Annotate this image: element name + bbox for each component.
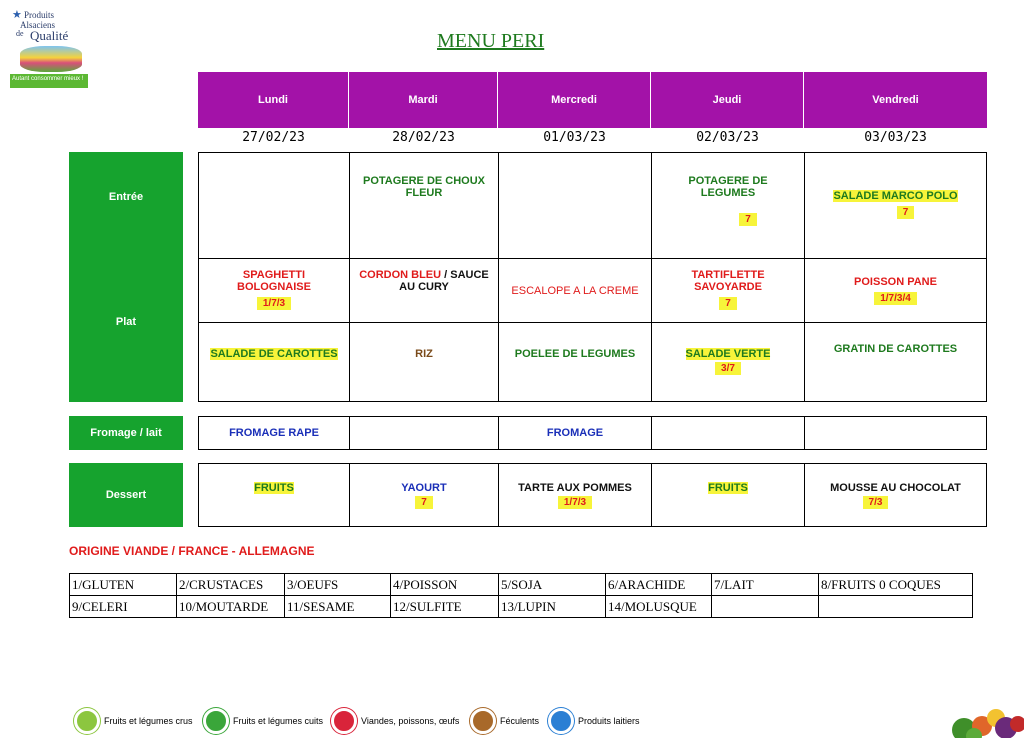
dish-name-part: SAUCE AU CURY: [399, 269, 489, 293]
dish-name: MOUSSE AU CHOCOLAT: [830, 482, 961, 494]
allergen-cell: 11/SESAME: [285, 596, 391, 618]
accompagnement-jeudi: [651, 322, 805, 402]
dessert-jeudi: [651, 463, 805, 527]
dish-name: FROMAGE: [546, 427, 604, 439]
dish-name: YAOURT: [401, 482, 447, 494]
page-title: MENU PERI: [437, 30, 545, 52]
allergen-code: 7: [739, 213, 757, 226]
legend-label: Viandes, poissons, œufs: [361, 716, 460, 726]
dessert-vendredi: [804, 463, 987, 527]
dish-name: FROMAGE RAPE: [229, 427, 319, 439]
dish-name: SPAGHETTI BOLOGNAISE: [237, 269, 311, 293]
allergen-code: 7: [719, 297, 737, 310]
allergen-cell: 12/SULFITE: [391, 596, 499, 618]
date-jeudi: 02/03/23: [696, 130, 759, 145]
allergen-cell: 3/OEUFS: [285, 574, 391, 596]
starch-icon: [470, 708, 496, 734]
date-mardi: 28/02/23: [392, 130, 455, 145]
vegetables-illustration: [944, 704, 1024, 738]
allergen-cell: 9/CELERI: [70, 596, 177, 618]
legend-label: Fruits et légumes cuits: [233, 716, 324, 726]
section-label-plat: Plat: [69, 242, 183, 402]
entree-lundi: [198, 152, 350, 259]
dish-name: [354, 269, 494, 293]
allergen-cell: 2/CRUSTACES: [177, 574, 285, 596]
legend-raw-vegetables: [74, 708, 193, 734]
accompagnement-lundi: [198, 322, 350, 402]
day-header-vendredi: Vendredi: [804, 72, 987, 128]
dish-name: FRUITS: [254, 482, 294, 494]
section-label-dessert: Dessert: [69, 463, 183, 527]
accompagnement-mardi: [349, 322, 499, 402]
accompagnement-vendredi: [804, 322, 987, 402]
accompagnement-mercredi: [498, 322, 652, 402]
table-row: [70, 596, 973, 618]
dish-name: GRATIN DE CAROTTES: [833, 343, 958, 355]
dish-name: TARTE AUX POMMES: [518, 482, 632, 494]
dairy-icon: [548, 708, 574, 734]
dish-name: POTAGERE DE LEGUMES: [688, 175, 768, 199]
allergen-cell: 8/FRUITS 0 COQUES: [819, 574, 973, 596]
allergen-cell: 6/ARACHIDE: [606, 574, 712, 596]
allergen-code: 7/3: [863, 496, 889, 509]
legend-label: Produits laitiers: [578, 716, 640, 726]
date-lundi: 27/02/23: [242, 130, 305, 145]
day-header-lundi: Lundi: [198, 72, 349, 128]
allergen-cell: 13/LUPIN: [499, 596, 606, 618]
allergen-cell: 14/MOLUSQUE: [606, 596, 712, 618]
plat-mercredi: [498, 258, 652, 323]
dish-name: POISSON PANE: [854, 276, 937, 288]
produits-alsaciens-logo: [10, 8, 88, 88]
allergen-code: 1/7/3: [257, 297, 291, 310]
section-label-fromage: Fromage / lait: [69, 416, 183, 450]
allergen-cell: 7/LAIT: [712, 574, 819, 596]
dish-name: POTAGERE DE CHOUX FLEUR: [362, 175, 486, 199]
dish-name-part: CORDON BLEU: [359, 269, 442, 281]
dessert-mardi: [349, 463, 499, 527]
logo-line-2: Alsaciens: [20, 20, 55, 30]
allergen-code: 3/7: [715, 362, 741, 375]
fromage-vendredi: [804, 416, 987, 450]
dish-name: SALADE VERTE: [685, 348, 771, 360]
table-row: [70, 574, 973, 596]
dish-name: ESCALOPE A LA CREME: [511, 284, 639, 297]
day-header-jeudi: Jeudi: [651, 72, 804, 128]
logo-field-image: [20, 46, 82, 72]
fromage-mercredi: [498, 416, 652, 450]
day-header-mardi: Mardi: [349, 72, 498, 128]
entree-jeudi: [651, 152, 805, 259]
fromage-jeudi: [651, 416, 805, 450]
allergen-table: [69, 573, 973, 618]
allergen-cell: 1/GLUTEN: [70, 574, 177, 596]
legend-starch: [470, 708, 539, 734]
plat-mardi: [349, 258, 499, 323]
allergen-code: 7: [415, 496, 433, 509]
legend-label: Fruits et légumes crus: [104, 716, 193, 726]
dish-name-separator: /: [441, 269, 451, 281]
date-vendredi: 03/03/23: [864, 130, 927, 145]
legend-label: Féculents: [500, 716, 540, 726]
logo-line-1: Produits: [24, 10, 55, 20]
fromage-lundi: [198, 416, 350, 450]
dish-name: POELEE DE LEGUMES: [514, 348, 636, 360]
section-label-entree: Entrée: [69, 152, 183, 242]
logo-line-4: Qualité: [30, 28, 69, 43]
legend-meat-fish-eggs: [331, 708, 459, 734]
star-icon: ★: [12, 9, 22, 21]
plat-jeudi: [651, 258, 805, 323]
allergen-cell: 4/POISSON: [391, 574, 499, 596]
dish-name: SALADE DE CAROTTES: [210, 348, 338, 360]
meat-fish-eggs-icon: [331, 708, 357, 734]
allergen-code: 7: [897, 206, 915, 219]
fromage-mardi: [349, 416, 499, 450]
day-header-mercredi: Mercredi: [498, 72, 651, 128]
logo-slogan: Autant consommer mieux !: [12, 76, 84, 82]
allergen-code: 1/7/3/4: [874, 292, 917, 305]
logo-line-3: de: [16, 29, 24, 38]
raw-vegetables-icon: [74, 708, 100, 734]
entree-mercredi: [498, 152, 652, 259]
cooked-vegetables-icon: [203, 708, 229, 734]
legend-dairy: [548, 708, 640, 734]
allergen-cell: [819, 596, 973, 618]
entree-vendredi: [804, 152, 987, 259]
dish-name: RIZ: [415, 348, 433, 360]
legend-cooked-vegetables: [203, 708, 323, 734]
dessert-mercredi: [498, 463, 652, 527]
dessert-lundi: [198, 463, 350, 527]
plat-vendredi: [804, 258, 987, 323]
entree-mardi: [349, 152, 499, 259]
dish-name: TARTIFLETTE SAVOYARDE: [691, 269, 765, 293]
dish-name: SALADE MARCO POLO: [833, 190, 958, 202]
origine-viande-note: ORIGINE VIANDE / FRANCE - ALLEMAGNE: [69, 544, 315, 558]
allergen-cell: 10/MOUTARDE: [177, 596, 285, 618]
dish-name: FRUITS: [708, 482, 748, 494]
date-mercredi: 01/03/23: [543, 130, 606, 145]
plat-lundi: [198, 258, 350, 323]
allergen-code: 1/7/3: [558, 496, 592, 509]
allergen-cell: 5/SOJA: [499, 574, 606, 596]
allergen-cell: [712, 596, 819, 618]
